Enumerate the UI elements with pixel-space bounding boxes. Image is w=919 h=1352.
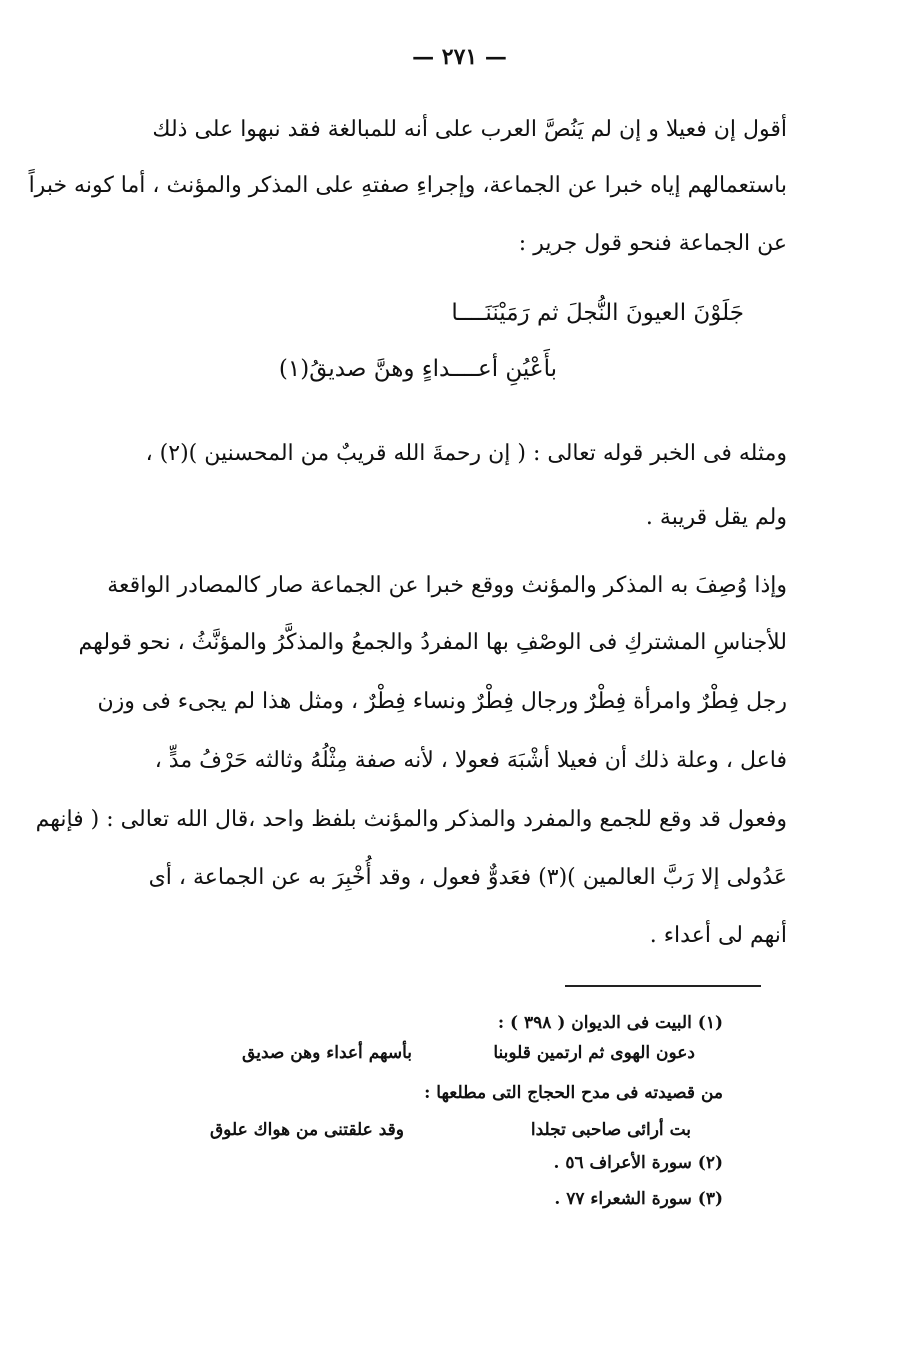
page-number: — ٢٧١ — [412,44,507,70]
footnote-1-verse-a-first: دعون الهوى ثم ارتمين قلوبنا [493,1043,695,1063]
text-line: فاعل ، وعلة ذلك أن فعيلا أشْبَهَ فعولا ، لأنه صفة مِثْلُهُ وثالثه حَرْفُ مدٍّ ، [154,748,787,773]
text-line: باستعمالهم إياه خبرا عن الجماعة، وإجراءِ صفتهِ على المذكر والمؤنث ، أما كونه خبراً [28,173,787,198]
text-line: وفعول قد وقع للجمع والمفرد والمذكر والمؤنث بلفظ واحد ،قال الله تعالى : ( فإنهم [35,807,787,832]
text-line: أنهم لى أعداء . [649,923,787,948]
footnote-divider [565,985,761,987]
verse-hemistich-1: جَلَوْنَ العيونَ النُّجلَ ثم رَمَيْنَنَــــا [451,300,744,326]
text-line: عَدُولى إلا رَبَّ العالمين )(٣) فعَدوٌّ فعول ، وقد أُخْبِرَ به عن الجماعة ، أى [148,865,787,890]
text-line: عن الجماعة فنحو قول جرير : [518,231,787,256]
verse-hemistich-2: بأَعْيُنِ أعــــداءٍ وهنَّ صديقُ(١) [278,356,557,382]
footnote-1-source: من قصيدته فى مدح الحجاج التى مطلعها : [424,1083,723,1103]
text-line: رجل فِطْرٌ وامرأة فِطْرٌ ورجال فِطْرٌ ونساء فِطْرٌ ، ومثل هذا لم يجىء فى وزن [97,689,787,714]
text-line: أقول إن فعيلا و إن لم يَنُصَّ العرب على أنه للمبالغة فقد نبهوا على ذلك [152,117,787,142]
footnote-1-title: (١) البيت فى الديوان ( ٣٩٨ ) : [497,1013,723,1033]
text-line: ولم يقل قريبة . [645,505,787,530]
text-line: للأجناسِ المشتركِ فى الوصْفِ بها المفردُ والجمعُ والمذكَّرُ والمؤنَّثُ ، نحو قولهم [78,630,787,655]
text-line: ومثله فى الخبر قوله تعالى : ( إن رحمةَ الله قريبٌ من المحسنين )(٢) ، [145,441,787,466]
footnote-1-verse-b-first: بت أرائى صاحبى تجلدا [530,1120,691,1140]
footnote-1-verse-a-second: بأسهم أعداء وهن صديق [242,1043,412,1063]
text-line: وإذا وُصِفَ به المذكر والمؤنث ووقع خبرا عن الجماعة صار كالمصادر الواقعة [107,573,787,598]
footnote-3: (٣) سورة الشعراء ٧٧ . [554,1189,723,1209]
footnote-2: (٢) سورة الأعراف ٥٦ . [553,1153,723,1173]
footnote-1-verse-b-second: وقد علقتنى من هواك علوق [209,1120,404,1140]
